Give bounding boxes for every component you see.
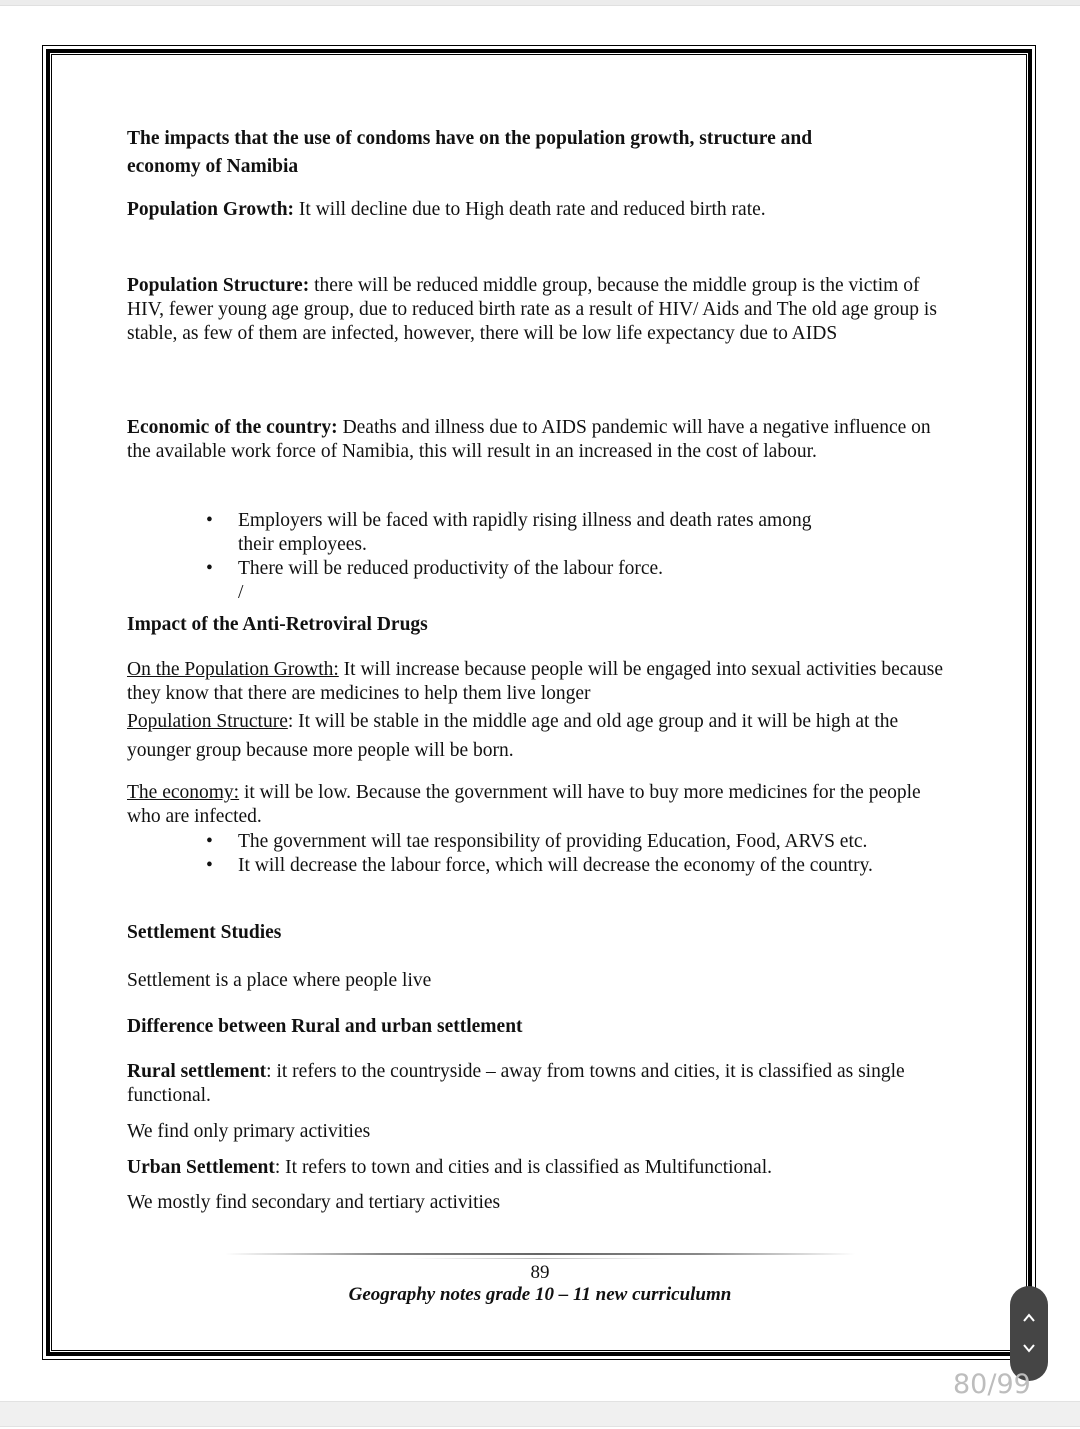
bullet-icon: • — [206, 558, 213, 579]
footer-divider — [225, 1253, 855, 1255]
paragraph-rural-settlement — [127, 1060, 957, 1108]
bullet-item — [127, 830, 957, 854]
settlement-definition: Settlement is a place where people live — [127, 970, 432, 991]
paragraph-arv-economy — [127, 781, 957, 829]
heading-arv-impact: Impact of the Anti-Retroviral Drugs — [127, 614, 428, 635]
bullet-icon: • — [206, 855, 213, 876]
bullet-text: It will decrease the labour force, which will decrease the economy of the country. — [238, 855, 873, 876]
label-arv-economy: The economy: — [127, 782, 240, 803]
text-arv-economy: it will be low. Because the government will have to buy more medicines for the people who are infected. — [127, 782, 921, 827]
label-urban-settlement: Urban Settlement — [127, 1157, 275, 1178]
next-page-button[interactable] — [1010, 1333, 1048, 1363]
bullet-text: Employers will be faced with rapidly rising illness and death rates among their employees. — [238, 510, 812, 555]
chevron-up-icon — [1022, 1313, 1036, 1323]
bullet-text: The government will tae responsibility of providing Education, Food, ARVS etc. — [238, 831, 868, 852]
label-population-growth: Population Growth: — [127, 199, 295, 220]
chevron-down-icon — [1022, 1343, 1036, 1353]
text-rural-settlement: : it refers to the countryside – away from towns and cities, it is classified as single functional. — [127, 1061, 905, 1106]
page-number: 89 — [530, 1262, 550, 1283]
viewer-top-bar — [0, 0, 1080, 6]
footer-divider-secondary — [410, 1258, 670, 1259]
paragraph-arv-structure — [127, 707, 957, 765]
rural-activities: We find only primary activities — [127, 1121, 371, 1142]
previous-page-button[interactable] — [1010, 1303, 1048, 1333]
heading-settlement-studies: Settlement Studies — [127, 922, 282, 943]
heading-condoms-impact: The impacts that the use of condoms have on the population growth, structure and economy of Namibia — [127, 128, 813, 177]
heading-rural-urban-difference: Difference between Rural and urban settlement — [127, 1016, 523, 1037]
bullet-item — [127, 557, 957, 581]
page-navigation-control — [1010, 1286, 1048, 1381]
paragraph-population-structure — [127, 274, 957, 346]
label-population-structure: Population Structure: — [127, 275, 310, 296]
economic-bullet-list — [127, 509, 957, 605]
paragraph-urban-settlement — [127, 1156, 957, 1180]
label-economic: Economic of the country: — [127, 417, 338, 438]
text-arv-growth: It will increase because people will be engaged into sexual activities because they know that there are medicines to help them live longer — [127, 659, 944, 704]
bullet-text: There will be reduced productivity of the labour force. — [238, 558, 664, 579]
footer-title: Geography notes grade 10 – 11 new curriculumn — [348, 1284, 732, 1305]
stray-slash: / — [238, 582, 244, 603]
text-population-structure: there will be reduced middle group, because the middle group is the victim of HIV, fewer young age group, due to reduced birth rate as a result of HIV/ Aids and The old age group is stable, as few of them are infected, however, there will be low life expectancy due to AIDS — [127, 275, 937, 344]
arv-bullet-list — [127, 830, 957, 878]
label-arv-growth: On the Population Growth: — [127, 659, 339, 680]
text-arv-structure: : It will be stable in the middle age and old age group and it will be high at the younger group because more people will be born. — [127, 711, 899, 761]
urban-activities: We mostly find secondary and tertiary activities — [127, 1192, 501, 1213]
bullet-item — [127, 854, 957, 878]
text-population-growth: It will decline due to High death rate and reduced birth rate. — [294, 199, 766, 220]
paragraph-arv-growth — [127, 658, 957, 706]
bullet-item — [127, 509, 818, 557]
paragraph-population-growth — [127, 198, 957, 222]
page-indicator: 80/99 — [953, 1369, 1031, 1400]
paragraph-economic — [127, 416, 937, 464]
bullet-icon: • — [206, 831, 213, 852]
label-arv-structure: Population Structure — [127, 711, 288, 732]
text-economic: Deaths and illness due to AIDS pandemic will have a negative influence on the available work force of Namibia, this will result in an increased in the cost of labour. — [127, 417, 931, 462]
bullet-icon: • — [206, 510, 213, 531]
text-urban-settlement: : It refers to town and cities and is classified as Multifunctional. — [274, 1157, 772, 1178]
label-rural-settlement: Rural settlement — [127, 1061, 267, 1082]
viewer-bottom-bar — [0, 1401, 1080, 1427]
